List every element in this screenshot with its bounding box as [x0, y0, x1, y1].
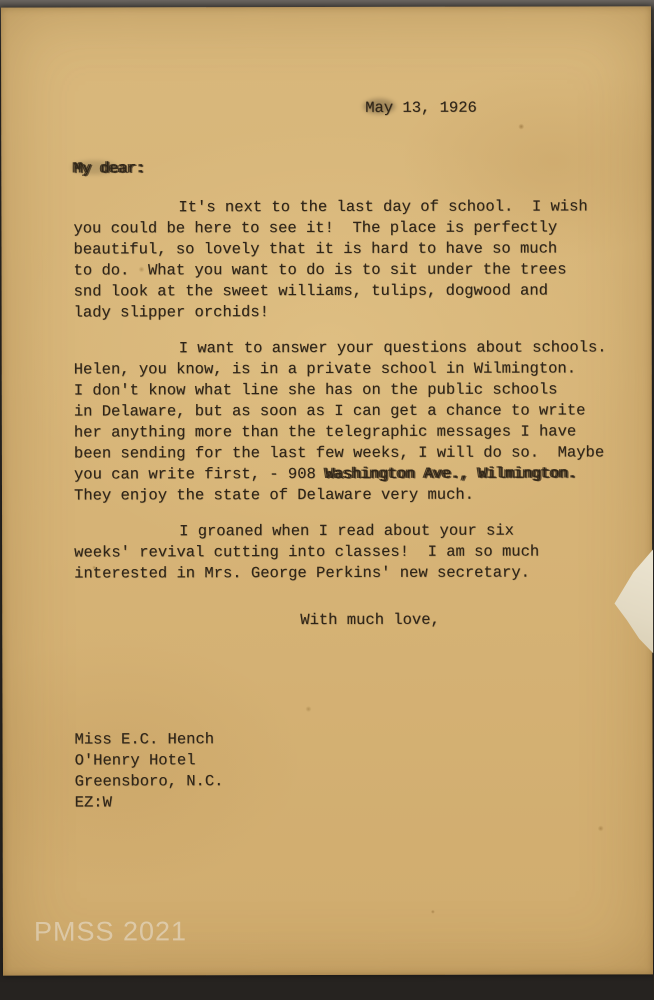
typed-line: It's next to the last day of school. I wish — [178, 197, 588, 217]
overstruck-text: Washington Ave., Wilmington. — [325, 464, 578, 484]
signature-line: EZ:W — [74, 793, 112, 812]
typed-line: I don't know what line she has on the public schools — [73, 380, 558, 400]
signature-line: Greensboro, N.C. — [74, 772, 224, 791]
typed-line: lady slipper orchids! — [73, 303, 269, 322]
typed-line: interested in Mrs. George Perkins' new secretary. — [74, 563, 530, 583]
paragraph — [74, 337, 634, 506]
typed-line: beautiful, so lovely that it is hard to have so much — [73, 239, 558, 259]
typed-line: you could be here to see it! The place is perfectly — [73, 218, 558, 238]
typed-line: snd look at the sweet williams, tulips, dogwood and — [73, 281, 548, 301]
paragraph — [73, 196, 633, 323]
typed-line: her anything more than the telegraphic messages I have — [73, 422, 577, 442]
typed-text: you can write first, - 908 — [73, 465, 326, 484]
letter-closing: With much love, — [300, 610, 440, 630]
signature-line: Miss E.C. Hench — [74, 730, 215, 749]
typed-line — [74, 463, 634, 485]
typed-line: I groaned when I read about your six — [179, 521, 514, 541]
letter-salutation: My dear: — [73, 159, 146, 178]
letter-body — [73, 196, 634, 584]
typed-line: They enjoy the state of Delaware very much. — [73, 485, 474, 505]
letter-date: May 13, 1926 — [365, 98, 477, 117]
signature-line: O'Henry Hotel — [74, 751, 196, 770]
typed-line: in Delaware, but as soon as I can get a chance to write — [73, 401, 586, 421]
signature-block — [74, 729, 223, 813]
typed-line: weeks' revival cutting into classes! I am so much — [74, 542, 540, 562]
typed-line: been sending for the last few weeks, I will do so. Maybe — [73, 443, 605, 463]
typed-line: to do. What you want to do is to sit under the trees — [73, 260, 567, 280]
typed-line: I want to answer your questions about schools. — [178, 338, 607, 358]
paragraph — [74, 520, 634, 584]
archive-watermark: PMSS 2021 — [33, 916, 188, 947]
letter-page — [1, 6, 653, 975]
typed-line: Helen, you know, is in a private school in Wilmington. — [73, 359, 577, 379]
